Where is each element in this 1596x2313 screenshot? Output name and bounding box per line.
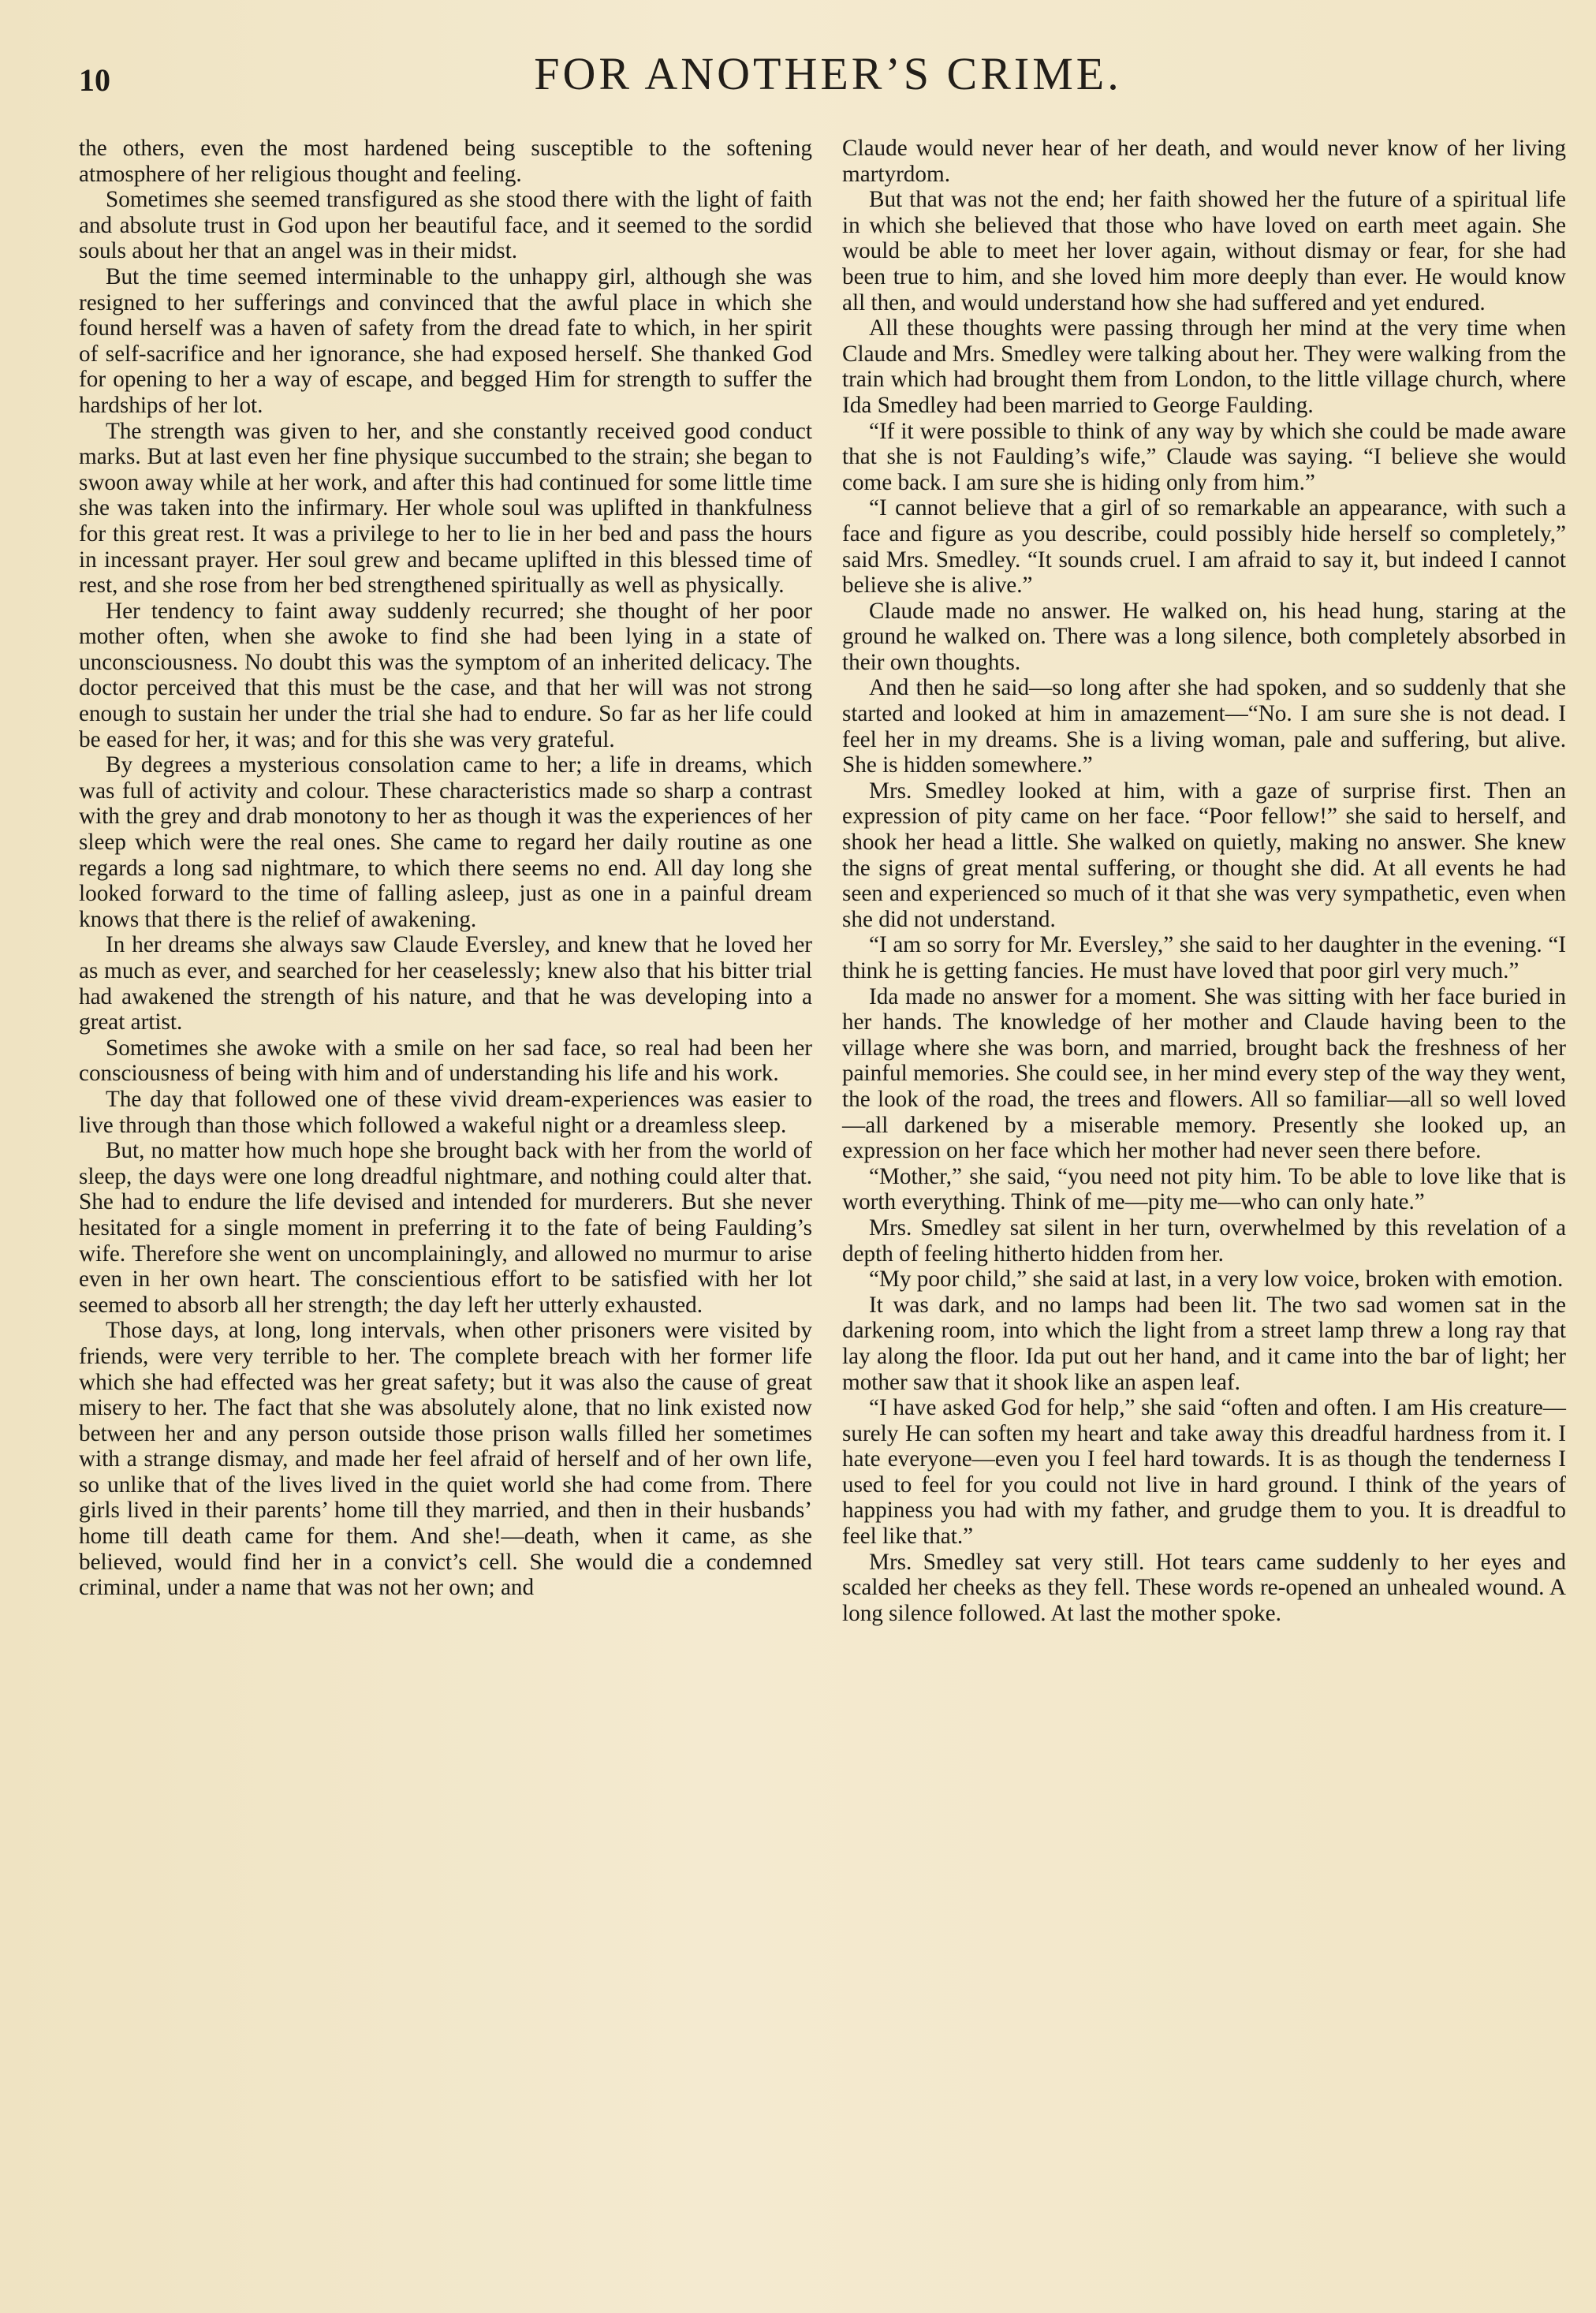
paragraph: Ida made no answer for a moment. She was sitting with her face buried in her hands. The knowledge of her mother and Claude having been to the village where she was born, and married, brought back the freshness of her painful memories. She could see, in her mind every step of the way they went, the look of the road, the trees and flowers. All so familiar—all so well loved—all darkened by a miserable memory. Presently she looked up, an expression on her face which her mother had never seen there before. [842,983,1566,1164]
paragraph: Mrs. Smedley looked at him, with a gaze of surprise first. Then an expression of pity came on her face. “Poor fellow!” she said to herself, and shook her head a little. She walked on quietly, making no answer. She knew the signs of great mental suffering, or thought she did. At all events he had seen and experienced so much of it that she was very sympathetic, even when she did not understand. [842,778,1566,932]
paragraph: “I cannot believe that a girl of so remarkable an appearance, with such a face and figure as you describe, could possibly hide herself so completely,” said Mrs. Smedley. “It sounds cruel. I am afraid to say it, but indeed I cannot believe she is alive.” [842,495,1566,599]
paragraph: “Mother,” she said, “you need not pity him. To be able to love like that is worth everything. Think of me—pity me—who can only hate.” [842,1163,1566,1215]
right-column [842,136,1566,1626]
paragraph: By degrees a mysterious consolation came to her; a life in dreams, which was full of activity and colour. These characteristics made so sharp a contrast with the grey and drab monotony to her as though it was the experiences of her sleep which were the real ones. She came to regard her daily routine as one regards a long sad nightmare, to which there seems no end. All day long she looked forward to the time of falling asleep, just as one in a painful dream knows that there is the relief of awakening. [79,752,812,932]
paragraph: “I am so sorry for Mr. Eversley,” she said to her daughter in the evening. “I think he is getting fancies. He must have loved that poor girl very much.” [842,932,1566,983]
page-number: 10 [79,62,110,98]
paragraph: Her tendency to faint away suddenly recurred; she thought of her poor mother often, when she awoke to find she had been lying in a state of unconsciousness. No doubt this was the symptom of an inherited delicacy. The doctor perceived that this must be the case, and that her will was not strong enough to sustain her under the trial she had to endure. So far as her life could be eased for her, it was; and for this she was very grateful. [79,598,812,752]
paragraph: Sometimes she seemed transfigured as she stood there with the light of faith and absolute trust in God upon her beautiful face, and it seemed to the sordid souls about her that an angel was in their midst. [79,187,812,264]
paragraph: The day that followed one of these vivid dream-experiences was easier to live through than those which followed a wakeful night or a dreamless sleep. [79,1086,812,1138]
paragraph: In her dreams she always saw Claude Eversley, and knew that he loved her as much as ever, and searched for her ceaselessly; knew also that his bitter trial had awakened the strength of his nature, and that he was developing into a great artist. [79,932,812,1035]
paragraph: But that was not the end; her faith showed her the future of a spiritual life in which she believed that those who have loved on earth meet again. She would be able to meet her lover again, without dismay or fear, for she had been true to him, and she loved him more deeply than ever. He would know all then, and would understand how she had suffered and yet endured. [842,187,1566,315]
paragraph: “If it were possible to think of any way by which she could be made aware that she is not Faulding’s wife,” Claude was saying. “I believe she would come back. I am sure she is hiding only from him.” [842,418,1566,495]
paragraph: It was dark, and no lamps had been lit. The two sad women sat in the darkening room, into which the light from a street lamp threw a long ray that lay along the floor. Ida put out her hand, and it came into the bar of light; her mother saw that it shook like an aspen leaf. [842,1292,1566,1395]
paragraph: Sometimes she awoke with a smile on her sad face, so real had been her consciousness of being with him and of understanding his life and his work. [79,1035,812,1087]
running-title: FOR ANOTHER’S CRIME. [534,48,1122,99]
paragraph: The strength was given to her, and she constantly received good conduct marks. But at last even her fine physique succumbed to the strain; she began to swoon away while at her work, and after this had continued for some little time she was taken into the infirmary. Her whole soul was uplifted in thankfulness for this great rest. It was a privilege to her to lie in her bed and pass the hours in incessant prayer. Her soul grew and became uplifted in this blessed time of rest, and she rose from her bed strengthened spiritually as well as physically. [79,418,812,599]
paragraph: Those days, at long, long intervals, when other prisoners were visited by friends, were very terrible to her. The complete breach with her former life which she had effected was her great safety; but it was also the cause of great misery to her. The fact that she was absolutely alone, that no link existed now between her and any person outside those prison walls filled her sometimes with a strange dismay, and made her feel afraid of herself and of her own life, so unlike that of the lives lived in the quiet world she had come from. There girls lived in their parents’ home till they married, and then in their husbands’ home till death came for them. And she!—death, when it came, as she believed, would find her in a convict’s cell. She would die a condemned criminal, under a name that was not her own; and [79,1318,812,1601]
paragraph: the others, even the most hardened being susceptible to the softening atmosphere of her religious thought and feeling. [79,136,812,187]
paragraph: “I have asked God for help,” she said “often and often. I am His creature—surely He can soften my heart and take away this dreadful hardness from it. I hate everyone—even you I feel hard towards. It is as though the tenderness I used to feel for you could not live in hard ground. I think of the years of happiness you had with my father, and grudge them to you. It is dreadful to feel like that.” [842,1395,1566,1550]
paragraph: But the time seemed interminable to the unhappy girl, although she was resigned to her sufferings and convinced that the awful place in which she found herself was a haven of safety from the dread fate to which, in her spirit of self-sacrifice and her ignorance, she had exposed herself. She thanked God for opening to her a way of escape, and begged Him for strength to suffer the hardships of her lot. [79,263,812,418]
paragraph: Mrs. Smedley sat very still. Hot tears came suddenly to her eyes and scalded her cheeks as they fell. These words re-opened an unhealed wound. A long silence followed. At last the mother spoke. [842,1549,1566,1626]
paragraph: Claude would never hear of her death, and would never know of her living martyrdom. [842,136,1566,187]
paragraph: “My poor child,” she said at last, in a very low voice, broken with emotion. [869,1267,1564,1293]
paragraph: Claude made no answer. He walked on, his head hung, staring at the ground he walked on. There was a long silence, both completely absorbed in their own thoughts. [842,598,1566,675]
left-column [79,136,812,1601]
page-header [0,47,1596,110]
paragraph: Mrs. Smedley sat silent in her turn, overwhelmed by this revelation of a depth of feeling hitherto hidden from her. [842,1214,1566,1267]
paragraph: But, no matter how much hope she brought back with her from the world of sleep, the days were one long dreadful nightmare, and nothing could alter that. She had to endure the life devised and intended for murderers. But she never hesitated for a single moment in preferring it to the fate of being Faulding’s wife. Therefore she went on uncomplainingly, and allowed no murmur to arise even in her own heart. The conscientious effort to be satisfied with her lot seemed to absorb all her strength; the day left her utterly exhausted. [79,1138,812,1318]
paragraph: And then he said—so long after she had spoken, and so suddenly that she started and looked at him in amazement—“No. I am sure she is not dead. I feel her in my dreams. She is a living woman, pale and suffering, but alive. She is hidden somewhere.” [842,675,1566,778]
paragraph: All these thoughts were passing through her mind at the very time when Claude and Mrs. Smedley were talking about her. They were walking from the train which had brought them from London, to the little village church, where Ida Smedley had been married to George Faulding. [842,315,1566,418]
